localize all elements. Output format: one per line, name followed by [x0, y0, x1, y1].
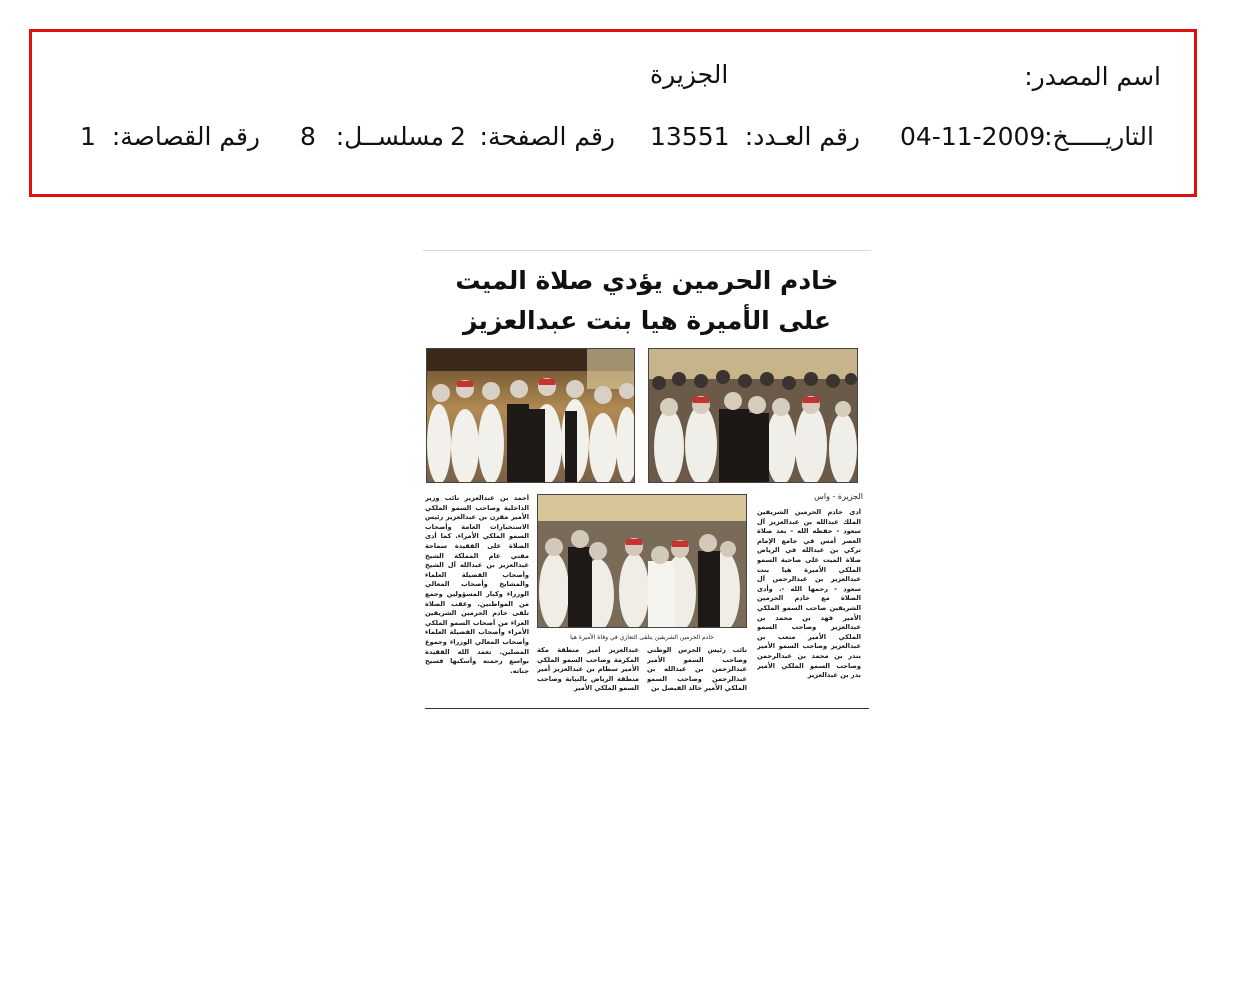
issue-label: رقم العـدد:	[744, 122, 860, 151]
article-byline: الجزيرة - واس	[814, 492, 863, 501]
article-column-middle-right: نائب رئيس الحرس الوطني وصاحب السمو الأمير عبدالرحمن بن عبدالله بن عبدالرحمن وصاحب السمو الملكي الأمير خالد الفيصل بن	[647, 646, 747, 693]
serial-label: مسلســل:	[335, 122, 444, 151]
article-photo-top-left	[426, 348, 635, 483]
article-headline-line-2: على الأميرة هيا بنت عبدالعزيز	[463, 306, 831, 335]
issue-value: 13551	[650, 122, 730, 151]
page-value: 2	[450, 122, 466, 151]
page-label: رقم الصفحة:	[479, 122, 615, 151]
clipping-bottom-rule	[425, 708, 869, 709]
newspaper-clipping	[423, 250, 871, 710]
article-column-left: أحمد بن عبدالعزيز نائب وزير الداخلية وصاحب السمو الملكي الأمير مقرن بن عبدالعزيز رئيس الاستخبارات العامة وأصحاب السمو الملكي الأمراء. كما أدى الصلاة على الفقيدة سماحة مفتي عام المملكة الشيخ عبدالعزيز بن عبدالله آل الشيخ وأصحاب الفضيلة العلماء والمشايخ وأصحاب المعالي الوزراء وكبار المسؤولين وجمع من المواطنين. وعقب الصلاة تلقى خادم الحرمين الشريفين العزاء من أصحاب السمو الملكي الأمراء وأصحاب الفضيلة العلماء وأصحاب المعالي الوزراء وجموع المصلين. تغمد الله الفقيدة بواسع رحمته وأسكنها فسيح جناته.	[425, 494, 529, 675]
date-value: 04-11-2009	[900, 122, 1046, 151]
article-photo-middle	[537, 494, 747, 628]
source-label: اسم المصدر:	[1024, 62, 1161, 91]
metadata-frame	[29, 29, 1197, 197]
article-headline-line-1: خادم الحرمين يؤدي صلاة الميت	[455, 266, 839, 295]
clip-number-value: 1	[80, 122, 96, 151]
date-label: التاريـــــخ:	[1044, 122, 1154, 151]
article-column-middle-left: عبدالعزيز أمير منطقة مكة المكرمة وصاحب السمو الملكي الأمير سطام بن عبدالعزيز أمير منطقة الرياض بالنيابة وصاحب السمو الملكي الأمير	[537, 646, 639, 693]
article-photo-top-right	[648, 348, 858, 483]
serial-value: 8	[300, 122, 316, 151]
clipping-top-border	[423, 250, 871, 251]
source-value: الجزيرة	[650, 60, 729, 89]
clip-number-label: رقم القصاصة:	[111, 122, 260, 151]
article-column-right: أدى خادم الحرمين الشريفين الملك عبدالله بن عبدالعزيز آل سعود - حفظه الله - بعد صلاة العصر أمس في جامع الإمام تركي بن عبدالله في الرياض صلاة الميت على صاحبة السمو الملكي الأميرة هيا بنت عبدالعزيز بن عبدالرحمن آل سعود - رحمها الله -. وأدى الصلاة مع خادم الحرمين الشريفين صاحب السمو الملكي الأمير فهد بن محمد بن عبدالعزيز وصاحب السمو الملكي الأمير متعب بن عبدالعزيز وصاحب السمو الأمير بندر بن محمد بن عبدالرحمن وصاحب السمو الملكي الأمير بدر بن عبدالعزيز	[757, 508, 861, 680]
article-photo-caption: خادم الحرمين الشريفين يتلقى التعازي في وفاة الأميرة هيا	[570, 634, 714, 641]
